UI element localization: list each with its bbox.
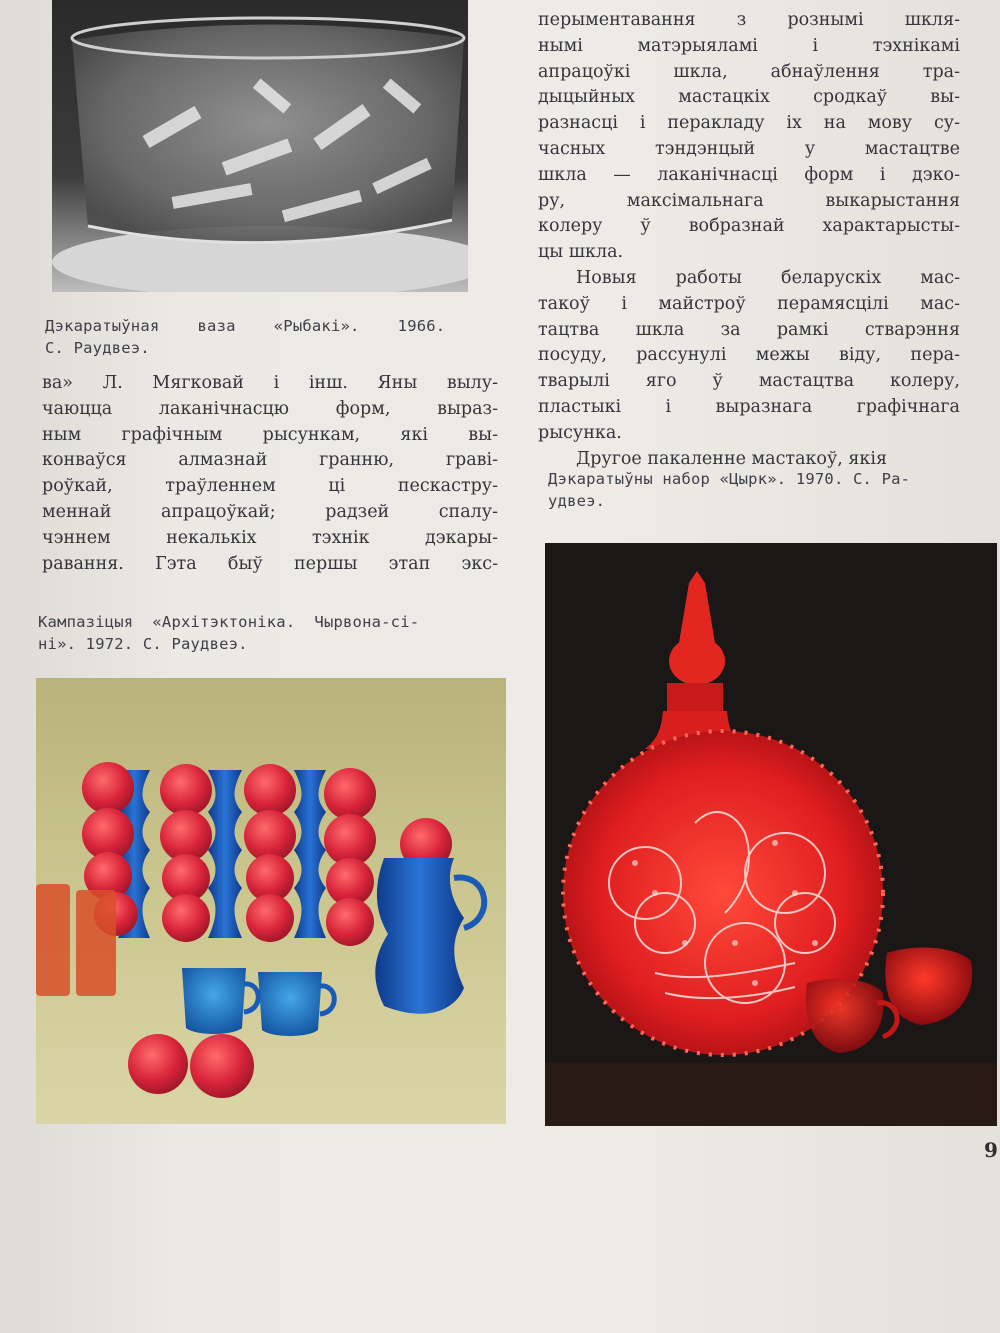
circus-caption-line: Дэкаратыўны набор «Цырк». 1970. С. Ра- bbox=[548, 470, 911, 488]
text-line: роўкай, траўленнем ці пескастру- bbox=[42, 476, 498, 497]
text-line: меннай апрацоўкай; радзей спалу- bbox=[42, 501, 498, 522]
circus-set-photo bbox=[545, 543, 997, 1126]
text-line: тацтва шкла за рамкі стварэння bbox=[538, 319, 960, 340]
right-column-text bbox=[538, 8, 960, 472]
composition-caption-line: ні». 1972. С. Раудвеэ. bbox=[38, 635, 248, 653]
text-line: апрацоўкі шкла, абнаўлення тра- bbox=[538, 61, 960, 82]
text-line: часных тэндэнцый у мастацтве bbox=[538, 138, 960, 159]
text-line: Другое пакаленне мастакоў, якія bbox=[576, 448, 888, 469]
text-line: чэннем некалькіх тэхнік дэкары- bbox=[42, 527, 498, 548]
text-line: пластыкі і выразнага графічнага bbox=[538, 396, 960, 417]
text-line: колеру ў вобразнай характарысты- bbox=[538, 216, 960, 237]
text-line: равання. Гэта быў першы этап экс- bbox=[42, 553, 498, 574]
left-column-text bbox=[42, 371, 498, 577]
text-line: чаюцца лаканічнасцю форм, выраз- bbox=[42, 398, 498, 419]
composition-photo bbox=[36, 678, 506, 1124]
text-line: конваўся алмазнай гранню, граві- bbox=[42, 450, 498, 471]
text-line: перыментавання з рознымі шкля- bbox=[538, 10, 960, 30]
text-line: нымі матэрыяламі і тэхнікамі bbox=[538, 35, 960, 56]
text-line: шкла — лаканічнасці форм і дэко- bbox=[538, 164, 960, 185]
text-line: ным графічным рысункам, які вы- bbox=[42, 424, 498, 445]
vase-photo bbox=[52, 0, 468, 292]
vase-caption bbox=[45, 315, 475, 359]
text-line: разнасці і перакладу іх на мову су- bbox=[538, 113, 960, 134]
vase-caption-line: Дэкаратыўная ваза «Рыбакі». 1966. bbox=[45, 317, 446, 335]
vase-caption-line: С. Раудвеэ. bbox=[45, 339, 150, 357]
text-line: тварылі яго ў мастацтва колеру, bbox=[538, 371, 960, 392]
text-line: посуду, рассунулі межы віду, пера- bbox=[538, 345, 960, 366]
composition-caption-line: Кампазіцыя «Архітэктоніка. Чырвона-сі- bbox=[38, 613, 420, 631]
circus-caption-line: удвеэ. bbox=[548, 492, 606, 510]
text-line: дыцыйных мастацкіх сродкаў вы- bbox=[538, 87, 960, 108]
circus-caption bbox=[548, 468, 988, 512]
text-line: цы шкла. bbox=[538, 242, 624, 263]
text-line: Новыя работы беларускіх мас- bbox=[576, 267, 960, 288]
text-line: ру, максімальнага выкарыстання bbox=[538, 190, 960, 211]
page-number: 9 bbox=[984, 1138, 998, 1162]
composition-caption bbox=[38, 611, 508, 655]
text-line: такоў і майстроў перамясцілі мас- bbox=[538, 293, 960, 314]
text-line: рысунка. bbox=[538, 422, 622, 443]
text-line: ва» Л. Мягковай і інш. Яны вылу- bbox=[42, 373, 498, 393]
